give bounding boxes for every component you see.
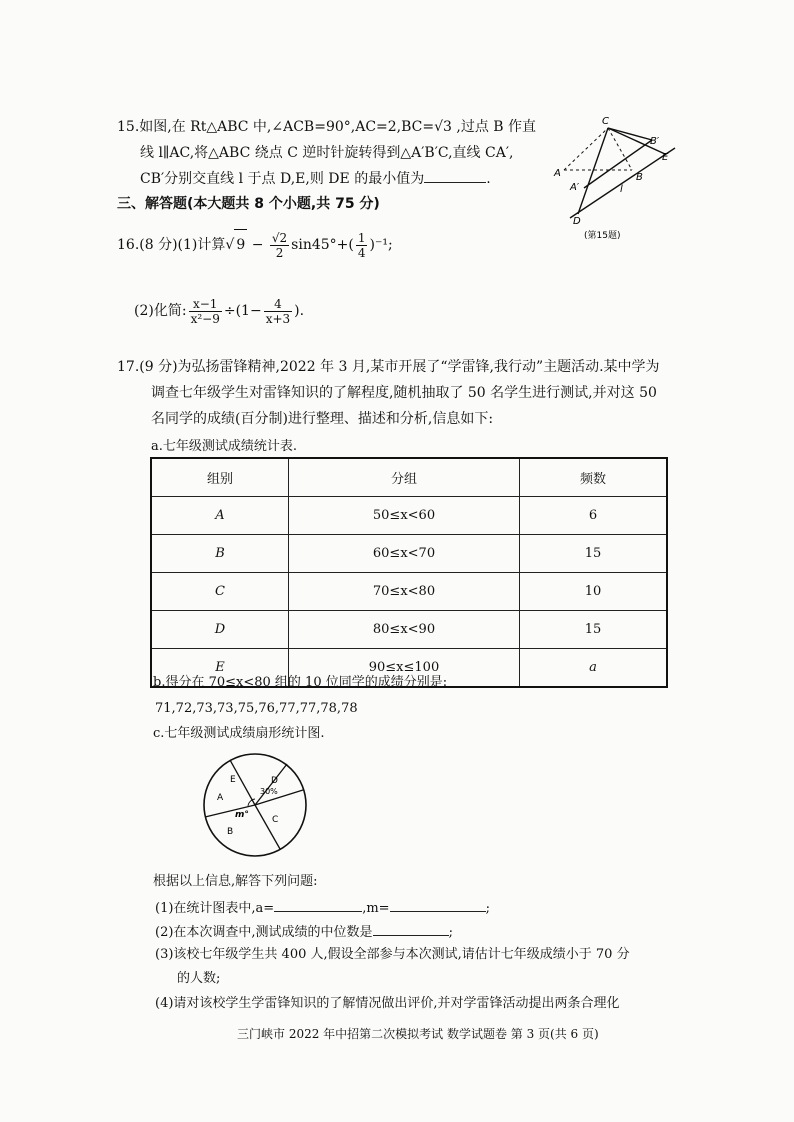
pie-label-c: C [272,815,279,825]
answer-blank-median[interactable] [373,921,449,936]
pie-label-d-percent: 30% [260,787,278,796]
q17-sub2 [155,921,453,943]
cell-range: 60≤x<70 [289,535,520,573]
q16-suffix: )⁻¹; [369,237,393,253]
label-d: D [573,216,581,227]
pie-label-e: E [230,775,236,785]
minus-sign: − [251,237,264,253]
label-a: A [554,168,561,179]
label-c: C [602,116,609,127]
q17-b-scores: 71,72,73,73,75,76,77,77,78,78 [155,701,358,716]
pie-label-b: B [227,827,234,837]
cell-frequency: 15 [520,611,668,649]
pie-label-d: D [271,776,278,786]
fraction-x-minus-1 [189,297,222,326]
header-group: 组别 [151,458,289,497]
cell-range: 80≤x<90 [289,611,520,649]
cell-group: D [151,611,289,649]
table-header-row [151,458,667,497]
label-e: E [662,152,669,163]
answer-blank-de[interactable] [424,168,486,183]
table-row [151,573,667,611]
q15-line3-text: CB′分别交直线 l 于点 D,E,则 DE 的最小值为 [140,171,425,187]
table-row [151,611,667,649]
fraction-1-over-4 [356,231,368,260]
fraction-denominator: 2 [275,245,284,260]
pie-chart [200,748,310,862]
fraction-numerator: x−1 [189,297,222,312]
q17-sub1-m: ,m= [362,901,390,916]
q17-intro-line1: 17.(9 分)为弘扬雷锋精神,2022 年 3 月,某市开展了“学雷锋,我行动”主题活动.某中学为 [117,359,660,375]
cell-frequency: 15 [520,535,668,573]
q16-part2-suffix: ). [294,303,305,319]
score-stats-table [150,457,668,688]
line-l [570,148,675,218]
line-ca1-d [578,128,608,214]
cell-range: 90≤x≤100 [289,649,520,688]
cell-group: C [151,573,289,611]
page-footer: 三门峡市 2022 年中招第二次模拟考试 数学试题卷 第 3 页(共 6 页) [237,1027,599,1041]
label-l: l [620,184,623,195]
header-range: 分组 [289,458,520,497]
label-b: B [636,172,643,183]
q17-sub3-line2: 的人数; [177,971,221,986]
cell-frequency: a [520,649,668,688]
sqrt-9: 9 [234,229,247,260]
q17-table-title: a.七年级测试成绩统计表. [151,439,298,454]
q17-intro-line2: 调查七年级学生对雷锋知识的了解程度,随机抽取了 50 名学生进行测试,并对这 50 [151,385,657,401]
label-a-prime: A′ [570,182,580,193]
fraction-4-over-x-plus-3 [264,297,292,326]
label-b-prime: B′ [650,136,660,147]
cell-range: 50≤x<60 [289,497,520,535]
q17-sub3-line1: (3)该校七年级学生共 400 人,假设全部参与本次测试,请估计七年级成绩小于 70 分 [155,947,630,962]
q15-line3 [140,168,491,189]
q15-line1: 15.如图,在 Rt△ABC 中,∠ACB=90°,AC=2,BC=√3 ,过点 B 作直 [117,119,537,135]
q15-period: . [486,171,491,187]
answer-blank-a[interactable] [274,897,362,912]
q17-sub1 [155,897,490,919]
answer-blank-m[interactable] [390,897,486,912]
figure-15-caption: (第15题) [584,231,621,241]
cell-frequency: 6 [520,497,668,535]
q17-questions-intro: 根据以上信息,解答下列问题: [153,874,318,889]
q17-sub2-end: ; [448,925,453,940]
cell-group: E [151,649,289,688]
table-row [151,535,667,573]
q15-line2: 线 l∥AC,将△ABC 绕点 C 逆时针旋转得到△A′B′C,直线 CA′, [140,145,514,161]
q17-b-title: b.得分在 70≤x<80 组的 10 位同学的成绩分别是: [153,675,448,690]
figure-15 [540,110,680,242]
q17-sub4: (4)请对该校学生学雷锋知识的了解情况做出评价,并对学雷锋活动提出两条合理化 [155,996,620,1011]
q16-part1-prefix: 16.(8 分)(1)计算 [117,237,226,253]
section-heading: 三、解答题(本大题共 8 个小题,共 75 分) [117,196,380,212]
q16-part2-mid: ÷(1− [223,303,262,319]
fraction-denominator: x²−9 [190,311,220,326]
cell-frequency: 10 [520,573,668,611]
header-frequency: 频数 [520,458,668,497]
pie-label-a: A [217,793,224,803]
table-row [151,497,667,535]
q16-sin-term: sin45°+( [291,237,354,253]
fraction-numerator: 4 [264,297,292,312]
fraction-numerator: 1 [357,230,366,245]
q17-sub2-text: (2)在本次调查中,测试成绩的中位数是 [155,925,373,940]
q17-sub1-end: ; [485,901,490,916]
cell-group: A [151,497,289,535]
q16-part1: 16.(8 分)(1)计算√ 9 − $\frac{√2}{2}$ sin45°+( $\frac{1}{4}$ )⁻¹; [117,230,393,260]
cell-group: B [151,535,289,573]
q16-part2 [134,296,304,326]
pie-label-m: m° [235,810,249,820]
q16-part2-prefix: (2)化简: [134,303,187,319]
segment-cb [608,128,632,170]
pie-divider-c-b [255,805,280,849]
fraction-denominator: x+3 [265,311,291,326]
fraction-denominator: 4 [357,245,366,260]
q17-sub1-text: (1)在统计图表中,a= [155,901,275,916]
q17-c-title: c.七年级测试成绩扇形统计图. [153,726,325,741]
fraction-sqrt2-over-2 [270,231,289,260]
q17-intro-line3: 名同学的成绩(百分制)进行整理、描述和分析,信息如下: [151,411,494,427]
cell-range: 70≤x<80 [289,573,520,611]
fraction-numerator: √2 [271,230,288,245]
